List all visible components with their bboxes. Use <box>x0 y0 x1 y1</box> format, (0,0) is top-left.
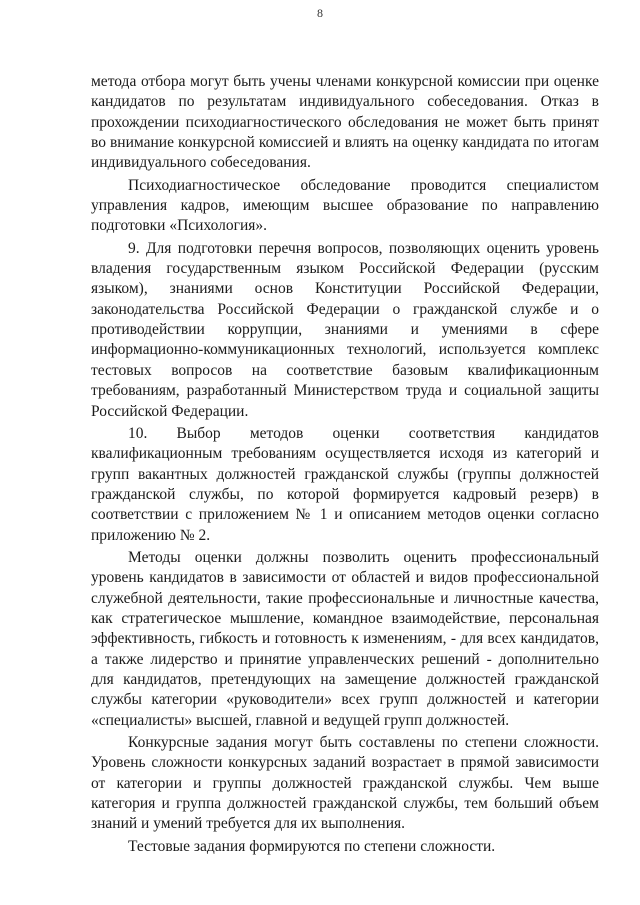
paragraph-1: метода отбора могут быть учены членами конкурсной комиссии при оценке кандидатов по результатам индивидуального собеседования. Отказ в прохождении психодиагностического обследования не может быть принят во внимание конкурсной комиссией и влиять на оценку кандидата по итогам индивидуального собеседования. <box>91 73 599 172</box>
paragraph-7: Тестовые задания формируются по степени сложности. <box>128 837 496 855</box>
document-body <box>91 72 599 857</box>
paragraph-6: Конкурсные задания могут быть составлены по степени сложности. Уровень сложности конкурсных заданий возрастает в прямой зависимости от категории и группы должностей гражданской службы. Чем выше категория и группа должностей гражданской службы, тем больший объем знаний и умений требуется для их выполнения. <box>91 734 599 833</box>
paragraph-5: Методы оценки должны позволить оценить профессиональный уровень кандидатов в зависимости от областей и видов профессиональной служебной деятельности, такие профессиональные и личностные качества, как стратегическое мышление, командное взаимодействие, персональная эффективность, гибкость и готовность к изменениям, - для всех кандидатов, а также лидерство и принятие управленческих решений - дополнительно для кандидатов, претендующих на замещение должностей гражданской службы категории «руководители» всех групп должностей и категории «специалисты» высшей, главной и ведущей групп должностей. <box>91 548 599 729</box>
paragraph-3: 9. Для подготовки перечня вопросов, позволяющих оценить уровень владения государственным языком Российской Федерации (русским языком), знаниями основ Конституции Российской Федерации, законодательства Российской Федерации о гражданской службе и о противодействии коррупции, знаниями и умениями в сфере информационно-коммуникационных технологий, используется комплекс тестовых вопросов на соответствие базовым квалификационным требованиям, разработанный Министерством труда и социальной защиты Российской Федерации. <box>91 239 599 420</box>
paragraph-2: Психодиагностическое обследование проводится специалистом управления кадров, имеющим высшее образование по направлению подготовки «Психология». <box>91 176 599 235</box>
page-number: 8 <box>317 6 323 20</box>
paragraph-4: 10. Выбор методов оценки соответствия кандидатов квалификационным требованиям осуществляется исходя из категорий и групп вакантных должностей гражданской службы (группы должностей гражданской службы, по которой формируется кадровый резерв) в соответствии с приложением № 1 и описанием методов оценки согласно приложению № 2. <box>91 424 599 544</box>
